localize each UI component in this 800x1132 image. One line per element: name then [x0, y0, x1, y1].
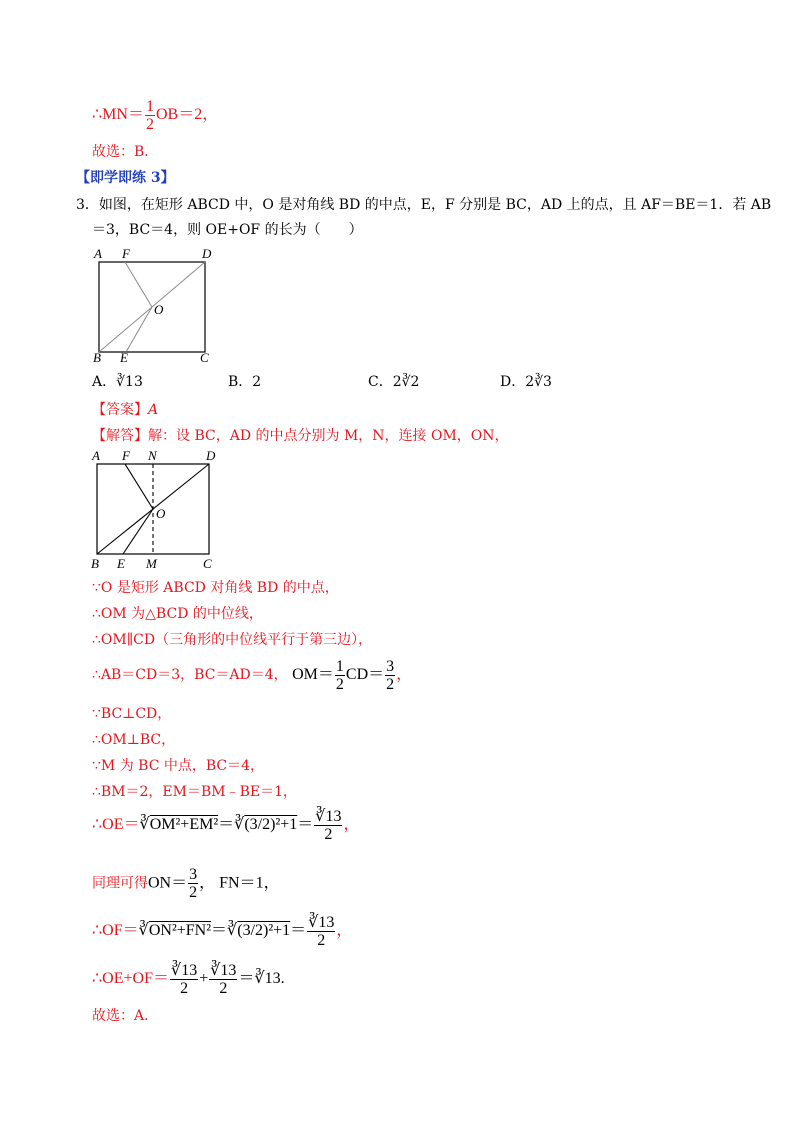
- answer-value: A: [148, 402, 159, 418]
- step-4: ∴AB＝CD＝3，BC＝AD＝4，: [92, 667, 288, 684]
- answer-tag: 【答案】: [92, 402, 148, 418]
- sum-den-2: 2: [219, 980, 228, 997]
- om-num-2: 3: [386, 658, 395, 675]
- label-e: E: [120, 350, 128, 364]
- oe-radical: ∛OM²+EM²: [139, 816, 219, 834]
- oe-mid-radicand: (3/2)²+1: [244, 816, 298, 834]
- om-frac-2: [385, 658, 395, 693]
- mn-fraction: [145, 98, 155, 133]
- label-a: A: [94, 246, 102, 261]
- label-c-2: C: [203, 556, 212, 571]
- of-mid-radicand: (3/2)²+1: [237, 922, 291, 940]
- mn-prefix: ∴MN＝: [92, 106, 144, 124]
- step-1: ∵O 是矩形 ABCD 对角线 BD 的中点，: [92, 580, 339, 596]
- choose-b-line: 故选：B．: [92, 144, 159, 160]
- step-8: ∴BM＝2，EM＝BM﹣BE＝1，: [92, 784, 298, 800]
- label-f-2: F: [122, 448, 130, 463]
- segment-fo: [125, 262, 152, 307]
- problem-line-1: [76, 195, 771, 215]
- sum-frac-2: [209, 962, 237, 997]
- on-prefix: 同理可得: [92, 875, 148, 892]
- label-n-2: N: [148, 448, 157, 463]
- of-radical: ∛ON²+FN²: [138, 922, 212, 940]
- step-7: ∵M 为 BC 中点，BC＝4，: [92, 758, 265, 774]
- of-result: [307, 914, 335, 949]
- sum-expr: ∴OE+OF＝: [92, 970, 169, 988]
- of-expr: ∴OF＝: [92, 922, 139, 940]
- sum-num-1: ∛13: [171, 962, 198, 979]
- sum-frac-1: [170, 962, 198, 997]
- of-result-den: 2: [317, 932, 326, 949]
- mn-numerator: 1: [145, 98, 154, 115]
- label-o-2: O: [156, 506, 166, 521]
- conclude-line: 故选：A．: [92, 1008, 159, 1024]
- oe-equation: ∴OE＝∛OM²+EM²＝∛(3/2)²+1＝ $\frac{∛13}{2}$ ，: [92, 808, 360, 843]
- label-d-2: D: [206, 448, 216, 463]
- om-frac-1: [335, 658, 345, 693]
- step-4-line: [92, 658, 412, 693]
- mn-equation: [92, 98, 218, 133]
- step-6: ∴OM⊥BC，: [92, 732, 176, 748]
- label-a-2: A: [92, 448, 100, 463]
- om-den-2: 2: [386, 676, 395, 693]
- om-num-1: 1: [335, 658, 344, 675]
- sum-num-2: ∛13: [210, 962, 237, 979]
- on-num: 3: [189, 866, 198, 883]
- oe-expr: ∴OE＝: [92, 816, 140, 834]
- oe-radicand: OM²+EM²: [149, 816, 219, 834]
- fn-expr: ， FN＝1，: [199, 874, 280, 892]
- solution-intro-line: [92, 426, 509, 446]
- mn-suffix: OB＝2，: [155, 106, 219, 124]
- om-den-1: 2: [335, 676, 344, 693]
- label-m-2: M: [146, 556, 157, 571]
- sum-equation: ∴OE+OF＝ $\frac{∛13}{2}$ + $\frac{∛13}{2}$ ＝∛13.: [92, 962, 285, 997]
- solution-intro: 解：设 BC，AD 的中点分别为 M，N，连接 OM，ON，: [148, 428, 509, 444]
- oe-mid-radical: ∛(3/2)²+1: [234, 816, 298, 834]
- problem-figure: [90, 244, 220, 364]
- option-b: B．2: [228, 374, 262, 390]
- step-2: ∴OM 为△BCD 的中位线，: [92, 606, 263, 622]
- oe-result-num: ∛13: [315, 808, 342, 825]
- problem-text-1: 如图，在矩形 ABCD 中，O 是对角线 BD 的中点，E，F 分别是 BC，AD 上的点，且 AF＝BE＝1．若 AB: [98, 197, 772, 213]
- option-d: D．2∛3: [500, 374, 552, 390]
- section-title: 【即学即练 3】: [76, 170, 175, 186]
- label-o: O: [154, 302, 164, 317]
- of-result-num: ∛13: [308, 914, 335, 931]
- on-expr: ON＝: [148, 874, 188, 892]
- segment-oe: [126, 307, 152, 352]
- problem-number: 3．: [76, 197, 99, 213]
- oe-result: [314, 808, 342, 843]
- sum-result: ∛13.: [254, 970, 285, 988]
- sum-den-1: 2: [180, 980, 189, 997]
- answer-line: [92, 400, 158, 420]
- on-den: 2: [189, 884, 198, 901]
- label-e-2: E: [117, 556, 125, 571]
- solution-figure: [88, 446, 223, 576]
- segment-fo-2: [125, 464, 153, 509]
- on-frac: [188, 866, 198, 901]
- label-b: B: [93, 350, 101, 364]
- option-a: A．∛13: [92, 374, 143, 390]
- om-equation: OM＝ $\frac{1}{2}$ CD＝ $\frac{3}{2}$ ，: [292, 658, 413, 693]
- om-mid: CD＝: [345, 666, 385, 684]
- solution-tag: 【解答】: [92, 428, 148, 444]
- step-5: ∵BC⊥CD，: [92, 706, 172, 722]
- problem-line-2: ＝3，BC＝4，则 OE+OF 的长为（ ）: [92, 222, 363, 238]
- label-d: D: [202, 246, 212, 261]
- step-3: ∴OM∥CD（三角形的中位线平行于第三边），: [92, 632, 373, 648]
- label-f: F: [122, 246, 130, 261]
- segment-oe-2: [123, 509, 153, 554]
- of-mid-radical: ∛(3/2)²+1: [227, 922, 291, 940]
- label-b-2: B: [91, 556, 99, 571]
- on-line: [92, 866, 280, 901]
- om-expr: OM＝: [292, 666, 334, 684]
- of-equation: ∴OF＝∛ON²+FN²＝∛(3/2)²+1＝ $\frac{∛13}{2}$ ，: [92, 914, 353, 949]
- label-c: C: [200, 350, 209, 364]
- option-c: C．2∛2: [368, 374, 420, 390]
- of-radicand: ON²+FN²: [148, 922, 212, 940]
- oe-result-den: 2: [324, 826, 333, 843]
- mn-denominator: 2: [145, 116, 154, 133]
